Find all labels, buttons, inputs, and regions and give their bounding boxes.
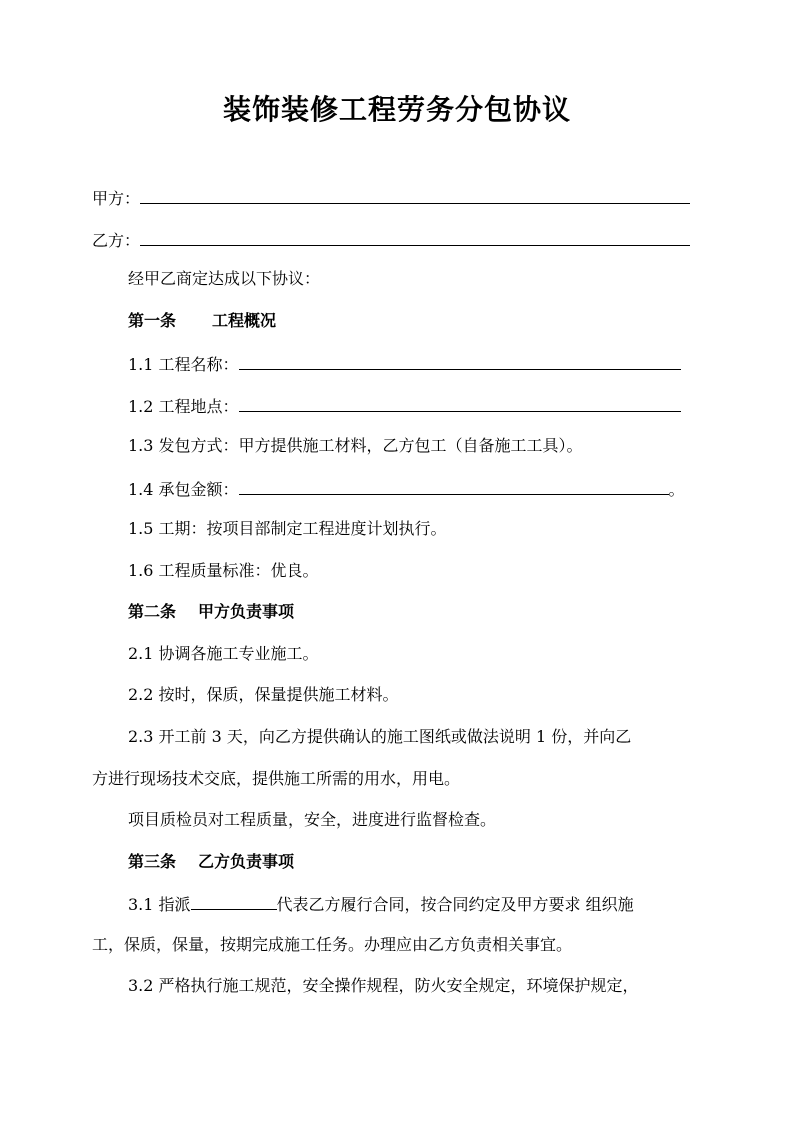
- item-1-3: 1.3 发包方式：甲方提供施工材料，乙方包工（自备施工工具）。: [128, 436, 583, 455]
- item-2-4: 项目质检员对工程质量，安全，进度进行监督检查。: [128, 810, 497, 829]
- article3-title: 乙方负责事项: [198, 852, 295, 871]
- article1-title: 工程概况: [212, 311, 277, 330]
- article2-number: 第二条: [128, 602, 177, 621]
- article2-heading: [128, 601, 294, 623]
- item-1-5: 1.5 工期：按项目部制定工程进度计划执行。: [128, 519, 447, 538]
- item-1-4: [128, 477, 685, 499]
- item-2-2: 2.2 按时，保质，保量提供施工材料。: [128, 685, 399, 704]
- item-3-1-label: 3.1 指派: [128, 895, 191, 914]
- item-3-2-line1: 3.2 严格执行施工规范，安全操作规程，防火安全规定，环境保护规定，: [128, 976, 639, 995]
- item-1-1: [128, 352, 681, 374]
- article1-heading: [128, 310, 276, 332]
- item-3-1-line1: [128, 892, 634, 914]
- article3-heading: [128, 851, 294, 873]
- item-1-4-end: 。: [668, 480, 685, 499]
- item-1-6: 1.6 工程质量标准：优良。: [128, 561, 319, 580]
- item-2-1: 2.1 协调各施工专业施工。: [128, 644, 319, 663]
- item-2-3-line2: 方进行现场技术交底，提供施工所需的用水，用电。: [92, 769, 461, 788]
- item-1-2-label: 1.2 工程地点：: [128, 397, 239, 416]
- intro-text: 经甲乙商定达成以下协议：: [128, 269, 321, 288]
- item-2-3-line1: 2.3 开工前 3 天，向乙方提供确认的施工图纸或做法说明 1 份，并向乙: [128, 727, 632, 746]
- article3-number: 第三条: [128, 852, 177, 871]
- item-1-2: [128, 394, 681, 416]
- item-1-1-label: 1.1 工程名称：: [128, 355, 239, 374]
- party-b-label: 乙方：: [92, 231, 141, 250]
- project-location-blank[interactable]: [239, 394, 681, 412]
- contract-amount-blank[interactable]: [239, 477, 669, 495]
- party-b-blank[interactable]: [140, 228, 690, 246]
- project-name-blank[interactable]: [239, 352, 681, 370]
- article1-number: 第一条: [128, 311, 177, 330]
- party-a-label: 甲方：: [92, 189, 141, 208]
- item-3-1-rest: 代表乙方履行合同，按合同约定及甲方要求 组织施: [276, 895, 634, 914]
- party-b-line: [92, 228, 690, 250]
- item-1-4-label: 1.4 承包金额：: [128, 480, 239, 499]
- party-a-blank[interactable]: [140, 186, 690, 204]
- party-a-line: [92, 186, 690, 208]
- document-title: 装饰装修工程劳务分包协议: [222, 93, 571, 126]
- item-3-1-line2: 工，保质，保量，按期完成施工任务。办理应由乙方负责相关事宜。: [92, 935, 573, 954]
- representative-blank[interactable]: [191, 892, 277, 910]
- article2-title: 甲方负责事项: [198, 602, 295, 621]
